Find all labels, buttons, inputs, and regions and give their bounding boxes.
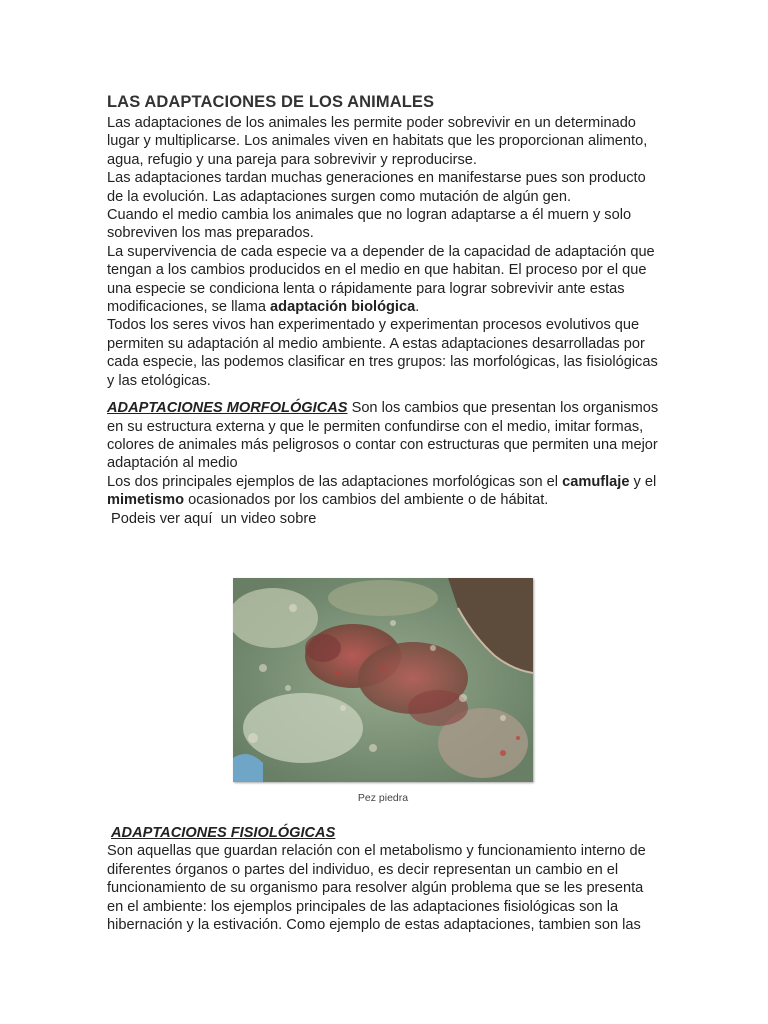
heading-morfologicas: ADAPTACIONES MORFOLÓGICAS xyxy=(107,400,348,417)
paragraph-examples xyxy=(107,473,662,510)
survival-text: La supervivencia de cada especie va a depender de la capacidad de adaptación que tengan a los cambios producidos en el medio en que habitan. El proceso por el que una especie se condiciona lenta o rápidamente para lograr sobrevivir ante estas modificaciones, se llama xyxy=(107,243,655,316)
paragraph-evolution: Las adaptaciones tardan muchas generaciones en manifestarse pues son producto de la evolución. Las adaptaciones surgen como mutación de algún gen. xyxy=(107,170,646,205)
document-body xyxy=(107,92,662,528)
examples-mid: y el xyxy=(629,473,657,490)
stonefish-photo xyxy=(233,578,533,782)
paragraph-environment-change: Cuando el medio cambia los animales que no logran adaptarse a él muern y solo sobreviven los mas preparados. xyxy=(107,207,632,242)
section-morfologicas xyxy=(107,399,662,473)
paragraph-video: Podeis ver aquí un video sobre xyxy=(107,510,317,527)
examples-text: Los dos principales ejemplos de las adaptaciones morfológicas son el xyxy=(107,473,563,490)
figure-caption: Pez piedra xyxy=(357,792,409,804)
term-camuflaje: camuflaje xyxy=(562,473,630,490)
term-mimetismo: mimetismo xyxy=(107,492,185,509)
page-title: LAS ADAPTACIONES DE LOS ANIMALES xyxy=(107,93,435,111)
paragraph-classification: Todos los seres vivos han experimentado y experimentan procesos evolutivos que permiten su adaptación al medio ambiente. A estas adaptaciones desarrolladas por cada especie, las podemos clasificar en tres grupos: las morfológicas, las fisiológicas y las etológicas. xyxy=(107,317,658,389)
section-fisiologicas xyxy=(107,824,662,934)
heading-fisiologicas: ADAPTACIONES FISIOLÓGICAS xyxy=(111,825,336,841)
fisiologicas-text: Son aquellas que guardan relación con el metabolismo y funcionamiento interno de diferentes órganos o partes del individuo, es decir representan un cambio en el funcionamiento de su organismo para resolver algún problema que se les presenta en el ambiente: los ejemplos principales de las adaptaciones fisiológicas son la hibernación y la estivación. Como ejemplo de estas adaptaciones, tambien son las xyxy=(107,843,646,934)
examples-end: ocasionados por los cambios del ambiente o de hábitat. xyxy=(184,492,549,509)
morfologicas-text: Son los cambios que presentan los organismos en su estructura externa y que le permiten confundirse con el medio, imitar formas, colores de animales más peligrosos o contar con estructuras que permiten una mejor adaptación al medio xyxy=(107,400,659,472)
paragraph-survival xyxy=(107,243,662,317)
survival-end: . xyxy=(415,299,420,316)
term-adaptacion-biologica: adaptación biológica xyxy=(270,299,416,316)
paragraph-intro: Las adaptaciones de los animales les permite poder sobrevivir en un determinado lugar y multiplicarse. Los animales viven en habitats que les proporcionan alimento, agua, refugio y una pareja para sobrevivir y reproducirse. xyxy=(107,115,648,168)
